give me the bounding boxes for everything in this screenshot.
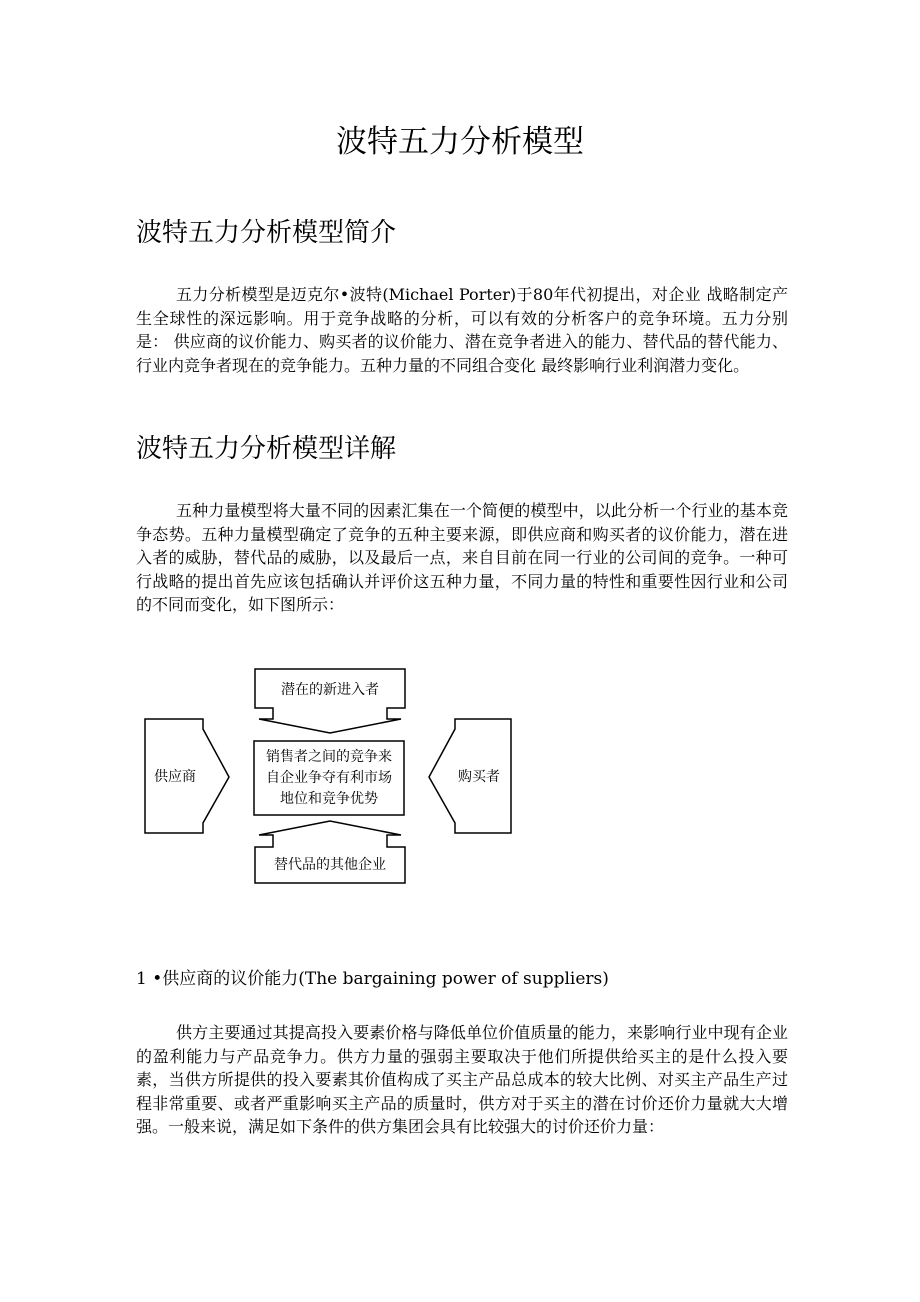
detail-paragraph: 五种力量模型将大量不同的因素汇集在一个简便的模型中，以此分析一个行业的基本竞争态势。五种力量模型确定了竞争的五种主要来源，即供应商和购买者的议价能力，潜在进入者的威胁，替代品的威胁，以及最后一点，来自目前在同一行业的公司间的竞争。一种可行战略的提出首先应该包括确认并评价这五种力量，不同力量的特性和重要性因行业和公司的不同而变化，如下图所示： xyxy=(136,501,788,614)
new-entrants-label: 潜在的新进入者 xyxy=(281,682,379,698)
intro-paragraph: 五力分析模型是迈克尔•波特(Michael Porter)于80年代初提出，对企业 战略制定产生全球性的深远影响。用于竞争战略的分析，可以有效的分析客户的竞争环境。五力分别是： 供应商的议价能力、购买者的议价能力、潜在竞争者进入的能力、替代品的替代能力、行业内竞争者现在的竞争能力。五种力量的不同组合变化 最终影响行业利润潜力变化。 xyxy=(136,285,788,375)
substitutes-label: 替代品的其他企业 xyxy=(274,857,386,873)
new-entrants-box xyxy=(255,669,405,733)
supplier-label: 供应商 xyxy=(154,769,196,785)
section-heading-detail: 波特五力分析模型详解 xyxy=(136,434,397,464)
five-forces-diagram xyxy=(143,667,515,887)
rivalry-label-line-1: 销售者之间的竞争来 xyxy=(266,749,392,765)
substitutes-box xyxy=(255,821,405,883)
page-title: 波特五力分析模型 xyxy=(336,124,584,160)
buyer-label: 购买者 xyxy=(458,769,500,785)
rivalry-label-line-3: 地位和竞争优势 xyxy=(280,791,378,807)
rivalry-label-line-2: 自企业争夺有利市场 xyxy=(266,770,392,786)
suppliers-paragraph: 供方主要通过其提高投入要素价格与降低单位价值质量的能力，来影响行业中现有企业的盈利能力与产品竞争力。供方力量的强弱主要取决于他们所提供给买主的是什么投入要素，当供方所提供的投入要素其价值构成了买主产品总成本的较大比例、对买主产品生产过程非常重要、或者严重影响买主产品的质量时，供方对于买主的潜在讨价还价力量就大大增强。一般来说，满足如下条件的供方集团会具有比较强大的讨价还价力量： xyxy=(136,1023,788,1136)
section-heading-suppliers: 1 •供应商的议价能力(The bargaining power of suppliers) xyxy=(136,969,609,989)
section-heading-intro: 波特五力分析模型简介 xyxy=(136,218,397,248)
